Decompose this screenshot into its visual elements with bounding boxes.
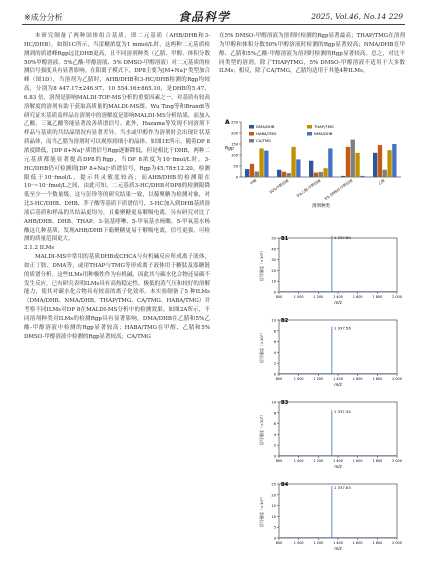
y-tick-label: 4 bbox=[273, 350, 276, 355]
x-tick-label: 1 400 bbox=[333, 459, 343, 463]
panel-label: A bbox=[225, 119, 230, 126]
x-tick-label: 1 600 bbox=[352, 295, 363, 299]
x-tick-label: 甲醇 bbox=[249, 178, 258, 186]
legend-label: HABA/TMG bbox=[256, 131, 277, 136]
bar bbox=[282, 172, 286, 177]
x-tick-label: 1 200 bbox=[313, 295, 324, 299]
x-tick-label: 2 000 bbox=[392, 541, 402, 545]
y-tick-label: 5 bbox=[273, 525, 276, 530]
section-label: ※成分分析 bbox=[24, 13, 63, 22]
y-axis-label: 信号强度（×10⁴） bbox=[259, 330, 264, 364]
x-tick-label: 1 000 bbox=[293, 541, 304, 545]
legend-swatch bbox=[249, 125, 254, 129]
y-tick-label: 10 bbox=[271, 279, 276, 284]
y-tick-label: 20 bbox=[271, 493, 276, 498]
bar bbox=[277, 170, 281, 177]
y-tick-label: 10 bbox=[271, 514, 276, 519]
bar bbox=[355, 153, 359, 177]
y-tick-label: 25 bbox=[271, 482, 276, 487]
y-tick-label: 2 bbox=[273, 361, 276, 366]
x-tick-label: 1 000 bbox=[293, 295, 304, 299]
panel-label: B3 bbox=[281, 400, 289, 406]
figure bbox=[219, 112, 409, 562]
bar bbox=[287, 173, 291, 177]
y-tick-label: 8 bbox=[273, 411, 276, 416]
y-tick-label: 4 bbox=[273, 432, 276, 437]
peak-label: 1 337.63 bbox=[333, 485, 351, 491]
y-axis-label: 信号强度（×10⁴） bbox=[259, 248, 264, 282]
panel-label: B1 bbox=[281, 236, 289, 242]
bar bbox=[309, 161, 313, 177]
bar bbox=[314, 173, 318, 177]
y-tick-label: 50 bbox=[233, 164, 238, 169]
bar bbox=[291, 147, 295, 177]
y-tick-label: 100 bbox=[231, 153, 238, 158]
y-tick-label: 10 bbox=[271, 318, 276, 323]
y-tick-label: 200 bbox=[231, 131, 238, 136]
y-tick-label: 0 bbox=[273, 372, 276, 377]
legend-swatch bbox=[307, 132, 312, 136]
x-tick-label: 1 400 bbox=[333, 295, 343, 299]
y-tick-label: 0 bbox=[273, 536, 276, 541]
legend-label: DMA/DHB bbox=[256, 124, 275, 129]
legend-label: THAP/TMG bbox=[314, 124, 334, 129]
plot-frame bbox=[279, 238, 397, 292]
bar bbox=[346, 147, 350, 177]
y-tick-label: 0 bbox=[273, 454, 276, 459]
y-axis-label: 信号强度（×10⁴） bbox=[259, 494, 264, 528]
subsection-heading: 2.1.2 ILMs bbox=[24, 245, 55, 252]
y-tick-label: 150 bbox=[231, 142, 238, 147]
x-axis-label: m/z bbox=[334, 464, 342, 469]
paragraph: 本研究制备了两种固体组合基质，即二元基质（AHB/DHB和3-HC/DHB），如图1C所示，当雷糖浓度为1 mmol/L时，这两种二元基质检测到的质谱峰Rgp远比DHB更高，且不同溶剂种类（乙腈、甲醇、体积分数50%甲醇溶液、5%乙酸-甲醇溶液、5% DMSO-甲醇溶液）对二元基质的检测信号强度具有显著影响。在阳离子模式下，DP8主要为[M+Na]⁺类型加合峰（图1D），当溶剂为乙腈时，AHB/DHB和3-HC/DHB检测的Rgp均较高，分别为8 447.17±246.97、10 554.16±865.10，是DHB的5.47、6.83 倍，溶剂是影响MALDI-TOF-MS分析的重要因素之一，对基质有较高溶解度的溶剂有助于获取高质量的MALDI-MS图。Wu Ting等和Brandt等研究证实基质及样品在溶剂中的溶解度是影响MALDI-MS分析结果，而加入乙酸、三氟乙酸等能显著改善质谱信号。此外，Hazama等发现不同溶剂下样品与基质的共结晶情况有显著差异，当水或甲醇作为溶剂时会出现针状基质晶体，而当乙腈为溶剂时可以观察到细小的晶体。如图1E所示，随着DP 8浓度降低，[DP 8+Na]⁺质谱信号Rgp逐渐降低，但是相比于DHB，两种二元基质都能显著提高DP8的Rgp，当DP 8浓度为10⁻fmol/L时，3-HC/DHB仍可检测到[DP 8+Na]⁺质谱信号，Rgp为45.78±12.20，检测限低于10⁻fmol/L，提示其灵敏度较高；而AHB/DHB的检测限在10⁻~10⁻fmol/L之间，由此可知，二元基质3-HC/DHB对DP8的检测限降低至少一个数量级，这与彭珍等的研究结果一致，以葡聚糖为检测对象，对比3-HC/DHB、DHB、芥子酸等基质下质谱信号，3-HC加入到DHB基质溶液后基质和样品的共结晶更均匀，且葡聚糖更易解吸电离。另有研究对比了AHB/DHB、DHB、THAP、3-氨基喹啉、5-甲氧基水杨酸、5-甲氧基水杨酸这几种基质，发现AHB/DHB下葡聚糖更易于解吸电离，信号更强，可检测的质量范围更大。 bbox=[24, 33, 210, 243]
bar bbox=[250, 164, 254, 177]
x-tick-label: 1 200 bbox=[313, 377, 324, 381]
y-tick-label: 0 bbox=[235, 175, 238, 180]
bar bbox=[259, 148, 263, 177]
figure-graphic bbox=[219, 112, 409, 562]
bar bbox=[296, 159, 300, 177]
bar bbox=[392, 144, 396, 177]
bar bbox=[255, 172, 259, 178]
y-tick-label: 40 bbox=[271, 247, 276, 252]
y-tick-label: 30 bbox=[271, 258, 276, 263]
x-tick-label: 5%乙酸-甲醇溶液 bbox=[295, 178, 322, 199]
y-axis-label: 信号强度（×10⁴） bbox=[259, 412, 264, 446]
bar bbox=[264, 151, 268, 177]
x-tick-label: 1 000 bbox=[293, 377, 304, 381]
x-tick-label: 2 000 bbox=[392, 459, 402, 463]
y-tick-label: 15 bbox=[271, 504, 276, 509]
y-tick-label: 250 bbox=[231, 120, 238, 125]
x-axis-label: m/z bbox=[334, 382, 342, 387]
x-tick-label: 800 bbox=[275, 541, 283, 545]
y-tick-label: 20 bbox=[271, 268, 276, 273]
x-tick-label: 1 800 bbox=[372, 377, 383, 381]
bar bbox=[387, 150, 391, 177]
journal-logo: 食品科学 bbox=[178, 10, 231, 24]
bar bbox=[378, 145, 382, 177]
bar bbox=[360, 176, 364, 177]
x-axis-label: m/z bbox=[334, 546, 342, 551]
x-tick-label: 1 200 bbox=[313, 541, 324, 545]
legend-swatch bbox=[307, 125, 312, 129]
legend-swatch bbox=[249, 139, 254, 143]
left-column bbox=[24, 32, 210, 342]
y-tick-label: 0 bbox=[273, 290, 276, 295]
plot-frame bbox=[279, 484, 397, 538]
x-tick-label: 1 400 bbox=[333, 377, 343, 381]
x-tick-label: 1 000 bbox=[293, 459, 304, 463]
peak-label: 1 337.60 bbox=[333, 234, 351, 240]
y-tick-label: 6 bbox=[273, 422, 276, 427]
x-tick-label: 1 800 bbox=[372, 541, 383, 545]
x-tick-label: 50%甲醇溶液 bbox=[268, 178, 290, 195]
x-tick-label: 1 600 bbox=[352, 459, 363, 463]
peak-label: 1 337.56 bbox=[333, 325, 351, 331]
x-tick-label: 2 000 bbox=[392, 295, 402, 299]
bar bbox=[373, 153, 377, 177]
bar bbox=[383, 170, 387, 177]
x-tick-label: 1 600 bbox=[352, 541, 363, 545]
panel-label: B2 bbox=[281, 318, 289, 324]
x-tick-label: 800 bbox=[275, 377, 283, 381]
header-divider bbox=[22, 24, 405, 25]
x-axis-label: 溶剂种类 bbox=[312, 204, 330, 209]
bar bbox=[351, 140, 355, 177]
issue-info: 2025, Vol.46, No.14 229 bbox=[311, 12, 403, 21]
legend-label: CA/TMG bbox=[256, 138, 272, 143]
bar bbox=[323, 168, 327, 177]
panel-label: B4 bbox=[281, 482, 289, 488]
x-tick-label: 1 800 bbox=[372, 459, 383, 463]
x-tick-label: 5% DMSO-甲醇溶液 bbox=[323, 178, 354, 202]
x-tick-label: 1 400 bbox=[333, 541, 343, 545]
x-axis-label: m/z bbox=[334, 300, 342, 305]
y-tick-label: 10 bbox=[271, 400, 276, 405]
paragraph: 在5% DMSO-甲醇溶液为溶剂时检测的Rgp显著最高；THAP/TMG在溶剂为甲醇和体积分数50%甲醇溶液时检测的Rgp显著较高；NMA/DHB在甲醇、乙腈和5%乙酸-甲醇溶液为溶剂时检测的Rgp显著较高。总之，对比不同类型的溶剂，除了THAP/TMG，5% DMSO-甲醇溶液不适用于大多数ILMs；相反，除了CA/TMG，乙腈均适用于其他4种ILMs。 bbox=[219, 33, 405, 75]
peak-label: 1 337.54 bbox=[333, 409, 351, 415]
bar bbox=[341, 176, 345, 177]
x-tick-label: 1 200 bbox=[313, 459, 324, 463]
y-tick-label: 50 bbox=[271, 236, 276, 241]
legend-swatch bbox=[249, 132, 254, 136]
x-tick-label: 2 000 bbox=[392, 377, 402, 381]
y-axis-label: Rgp bbox=[225, 146, 234, 152]
right-column bbox=[219, 32, 405, 76]
x-tick-label: 800 bbox=[275, 459, 283, 463]
bar bbox=[245, 169, 249, 177]
bar bbox=[319, 172, 323, 177]
paragraph: MALDI-MS中常用的基质DHB或CHCA与有机碱反应所成离子液体，如正丁胺、DMA等，或用THAP与TMG等形成离子液体用于糖肽及寡糖链的质谱分析。这些ILMs用种极性作为有机碱，因此其与碳水化合物还易碳不发生反应，已有研究表明ILMs具有高热稳定性、极低的蒸气压和较好的溶解能力，使其对碳水化合物具有较高的离子化效率。本实验制备了5 种ILMs（DMA/DHB、NMA/DHB、THAP/TMG、CA/TMG、HABA/TMG）并考察不同ILMs对DP 8在MALDI-MS分析中的检测效果。如图2A所示，不同溶剂种类对ILMs的检测Rgp具有显著影响，DMA/DHB在乙腈和5%乙酸-甲醇溶液中检测的Rgp显著较高；HABA/TMG在甲醇、乙腈和5% DMSO-甲醇溶液中检测的Rgp显著较高；CA/TMG bbox=[24, 254, 210, 340]
x-tick-label: 1 800 bbox=[372, 295, 383, 299]
y-tick-label: 2 bbox=[273, 443, 276, 448]
bar bbox=[328, 148, 332, 177]
x-tick-label: 乙腈 bbox=[377, 178, 386, 186]
y-tick-label: 8 bbox=[273, 329, 276, 334]
legend-label: NMA/DHB bbox=[314, 131, 333, 136]
y-tick-label: 6 bbox=[273, 340, 276, 345]
x-tick-label: 800 bbox=[275, 295, 283, 299]
x-tick-label: 1 600 bbox=[352, 377, 363, 381]
